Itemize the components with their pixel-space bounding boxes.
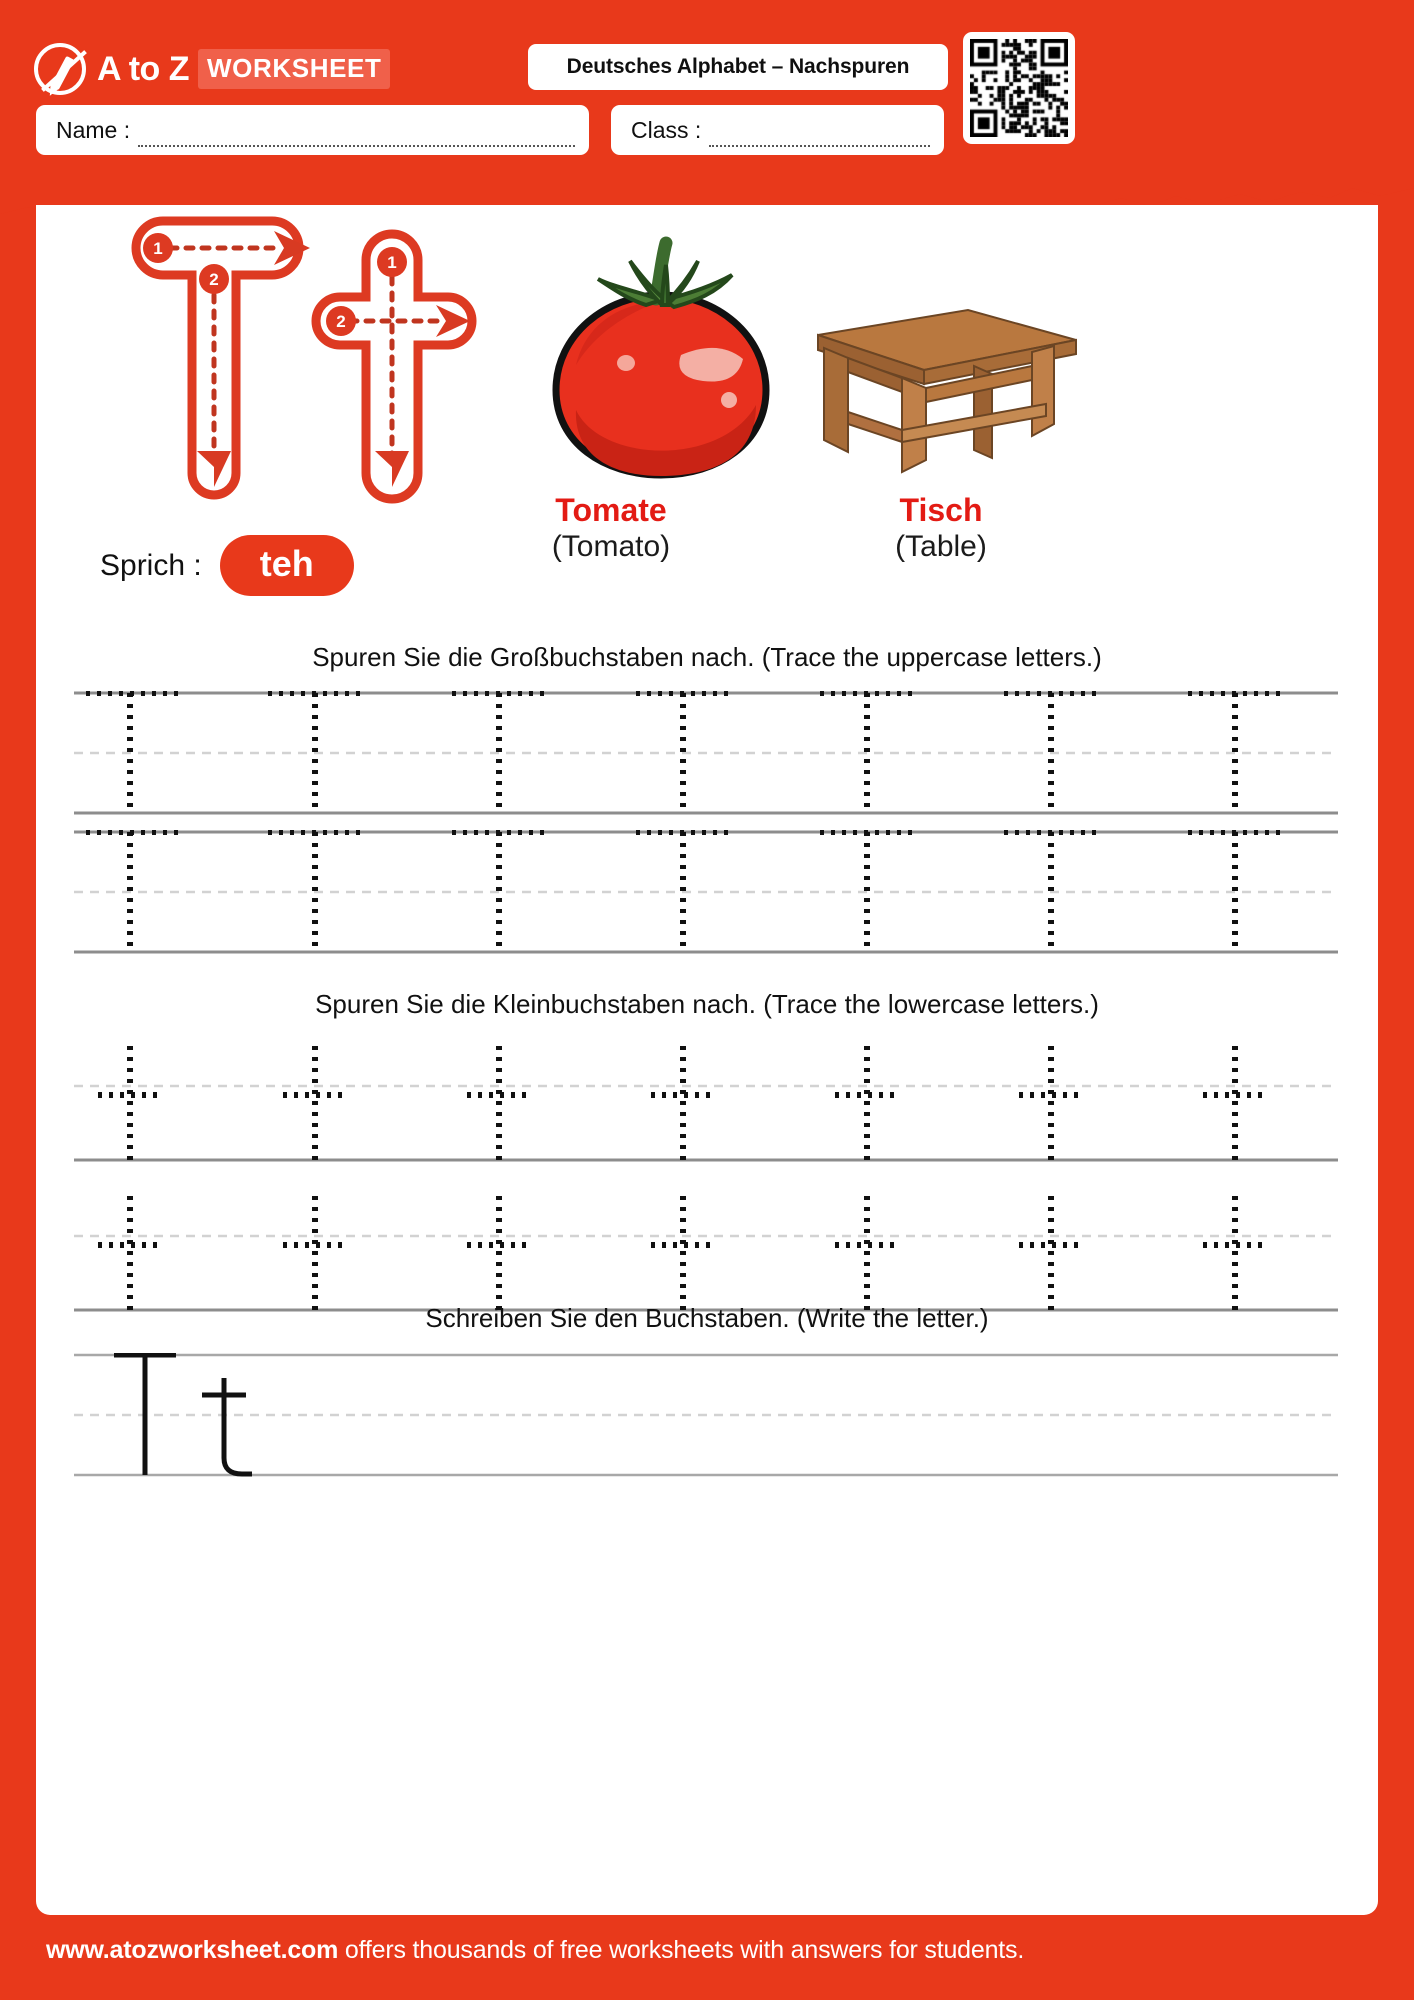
footer-site: www.atozworksheet.com bbox=[46, 1936, 339, 1964]
model-letter-Tt bbox=[114, 1355, 252, 1475]
lowercase-stroke2-badge bbox=[326, 306, 356, 336]
name-field[interactable] bbox=[36, 105, 589, 155]
instruction-uppercase: Spuren Sie die Großbuchstaben nach. (Trace the uppercase letters.) bbox=[312, 642, 1102, 672]
class-label: Class : bbox=[631, 116, 702, 143]
worksheet-title-text: Deutsches Alphabet – Nachspuren bbox=[566, 55, 910, 78]
class-field[interactable] bbox=[611, 105, 944, 155]
lowercase-stroke1-badge bbox=[377, 247, 407, 277]
worksheet-body bbox=[36, 205, 1378, 1915]
svg-text:2: 2 bbox=[209, 270, 219, 289]
svg-text:1: 1 bbox=[387, 253, 397, 272]
worksheet-title bbox=[528, 44, 948, 90]
instruction-lowercase: Spuren Sie die Kleinbuchstaben nach. (Trace the lowercase letters.) bbox=[315, 989, 1099, 1019]
tomato-icon bbox=[516, 195, 806, 485]
uppercase-stroke1-badge bbox=[143, 233, 173, 263]
pen-in-circle-icon bbox=[34, 43, 86, 95]
lowercase-stroke1-arrowhead bbox=[375, 451, 409, 487]
stroke-order-guides bbox=[96, 215, 496, 525]
header bbox=[0, 0, 1414, 215]
write-letter-row[interactable] bbox=[74, 1353, 1338, 1478]
footer-tagline: offers thousands of free worksheets with answers for students. bbox=[338, 1936, 1025, 1964]
word-english-1: (Table) bbox=[895, 530, 987, 564]
table-icon bbox=[796, 300, 1086, 475]
svg-text:1: 1 bbox=[153, 239, 163, 258]
lowercase-trace-row-2[interactable] bbox=[74, 1188, 1338, 1313]
qr-code-icon bbox=[963, 32, 1075, 144]
name-input-rule[interactable] bbox=[138, 132, 575, 147]
footer bbox=[0, 1922, 1414, 2000]
instruction-write: Schreiben Sie den Buchstaben. (Write the letter.) bbox=[425, 1303, 989, 1333]
word-card-table bbox=[796, 493, 1086, 566]
pronounce-row bbox=[100, 535, 354, 596]
class-input-rule[interactable] bbox=[709, 132, 930, 147]
footer-text bbox=[46, 1936, 1024, 1965]
logo-a-to-z-text: A to Z bbox=[97, 49, 190, 88]
word-english-0: (Tomato) bbox=[551, 530, 671, 564]
name-label: Name : bbox=[56, 116, 131, 143]
uppercase-stroke2-badge bbox=[199, 264, 229, 294]
pronounce-label: Sprich : bbox=[100, 548, 202, 582]
svg-text:2: 2 bbox=[336, 312, 346, 331]
lowercase-trace-row-1[interactable] bbox=[74, 1038, 1338, 1163]
pronounce-value: teh bbox=[220, 535, 354, 596]
word-card-tomato bbox=[466, 493, 756, 566]
dotted-letter-group bbox=[98, 1196, 1269, 1310]
uppercase-stroke2-arrowhead bbox=[197, 451, 231, 487]
uppercase-trace-row-2[interactable] bbox=[74, 830, 1338, 955]
word-german-1: Tisch bbox=[899, 492, 983, 528]
logo-worksheet-text: WORKSHEET bbox=[198, 49, 390, 89]
word-german-0: Tomate bbox=[555, 492, 667, 528]
brand-logo bbox=[34, 40, 390, 98]
uppercase-trace-row-1[interactable] bbox=[74, 691, 1338, 816]
dotted-letter-group bbox=[98, 1046, 1269, 1160]
